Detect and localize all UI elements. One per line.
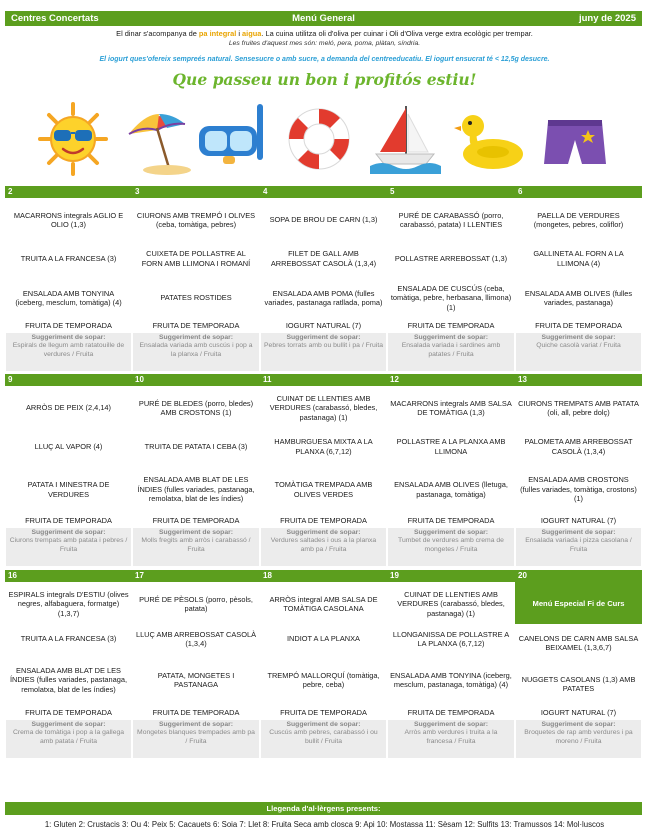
week-header [5,186,642,198]
suggestion-text: Crema de tomàtiga i pop a la gallega amb patata / Fruita [12,729,125,746]
first-course: PURÉ DE PÈSOLS (porro, pèsols, patata) [139,594,253,613]
day-number: 19 [390,571,399,580]
side-dish: NUGGETS CASOLANS (1,3) AMB PATATES [521,674,636,693]
dessert: FRUITA DE TEMPORADA [152,516,240,525]
suggestion-text: Ensalada variada i sardines amb patates / Fruita [401,342,501,359]
day-number: 13 [518,375,527,384]
first-course: ESPIRALS integrals D'ESTIU (olives negres, alfabaguera, formatge) (1,3,7) [8,589,129,618]
dessert: FRUITA DE TEMPORADA [280,708,367,717]
suggestion-title: Suggeriment de sopar: [158,721,234,728]
suggestion-title: Suggeriment de sopar: [286,334,361,341]
intro-text: i [236,29,243,38]
first-course: CUINAT DE LLENTIES AMB VERDURES (carabassó, bledes, pastanaga) (1) [397,589,505,618]
side-dish: ENSALADA AMB TONYINA (iceberg, mesclum, pastanaga, tomàtiga) (4) [390,670,512,689]
suggestion-title: Suggeriment de sopar: [413,529,489,536]
dinner-suggestion [261,528,386,566]
second-course: PALOMETA AMB ARREBOSSAT CASOLÀ (1,3,4) [524,437,633,456]
intro-line-1 [0,29,649,38]
second-course: GALLINETA AL FORN A LA LLIMONA (4) [533,249,624,268]
day-number: 16 [8,571,17,580]
second-course: LLUÇ AMB ARREBOSSAT CASOLÀ (1,3,4) [135,629,257,648]
summer-icons [28,100,628,180]
suggestion-title: Suggeriment de sopar: [158,334,234,341]
day-number: 6 [518,187,523,196]
second-course: TRUITA A LA FRANCESA (3) [20,253,117,263]
first-course: ARRÒS integral AMB SALSA DE TOMÀTIGA CASOLANA [269,594,378,613]
suggestion-title: Suggeriment de sopar: [286,529,361,536]
dessert: FRUITA DE TEMPORADA [535,321,622,330]
first-course: SOPA DE BROU DE CARN (1,3) [269,215,378,225]
dessert: FRUITA DE TEMPORADA [280,516,367,525]
duck-float-icon [453,100,528,178]
side-dish: ENSALADA AMB POMA (fulles variades, pastanaga ratllada, poma) [264,288,383,307]
second-course: LLUÇ AL VAPOR (4) [34,441,103,451]
first-course: PURÉ DE BLEDES (porro, bledes) AMB CROSTONS (1) [138,398,254,417]
slogan: Que passeu un bon i profitós estiu! [172,70,477,89]
suggestion-title: Suggeriment de sopar: [31,529,106,536]
suggestion-title: Suggeriment de sopar: [541,721,616,728]
suggestion-title: Suggeriment de sopar: [413,721,489,728]
day-number: 18 [263,571,272,580]
dessert: FRUITA DE TEMPORADA [25,321,112,330]
dessert: FRUITA DE TEMPORADA [25,708,112,717]
second-course: FILET DE GALL AMB ARREBOSSAT CASOLÀ (1,3,4) [270,249,377,268]
day-number: 20 [518,571,527,580]
dessert: IOGURT NATURAL (7) [540,708,617,717]
dinner-suggestion [6,720,131,758]
intro-text: El dinar s'acompanya de [116,29,199,38]
dessert: FRUITA DE TEMPORADA [407,321,495,330]
suggestion-text: Molls fregits amb arròs i carabassó / Fruita [141,537,251,554]
suggestion-text: Pebres torrats amb ou bullit i pa / Fruita [264,342,383,350]
dinner-suggestion [516,720,641,758]
day-number: 5 [390,187,395,196]
dessert: FRUITA DE TEMPORADA [152,708,240,717]
side-dish: TOMÀTIGA TREMPADA AMB OLIVES VERDES [274,480,373,499]
side-dish: PATATA I MINESTRA DE VERDURES [27,480,110,499]
first-course: PAELLA DE VERDURES (mongetes, pebres, coliflor) [533,210,624,229]
intro-highlight-water: aigua [242,29,262,38]
first-course: PURÉ DE CARABASSÓ (porro, carabassó, patata) I LLENTIES [398,210,504,229]
beach-umbrella-icon [123,100,193,178]
suggestion-text: Tumbet de verdures amb crema de mongetes / Fruita [398,537,504,554]
special-menu-banner: Menú Especial Fi de Curs [515,582,642,624]
snorkel-mask-icon [193,100,268,178]
suggestion-text: Arròs amb verdures i truita a la francesa / Fruita [404,729,498,746]
dinner-suggestion [516,528,641,566]
day-number: 4 [263,187,268,196]
suggestion-text: Ensalada variada i pizza casolana / Fruita [525,537,632,554]
lifebuoy-icon [283,100,355,178]
second-course: INDIOT A LA PLANXA [287,634,360,644]
side-dish: PATATES ROSTIDES [160,293,232,303]
second-course: HAMBURGUESA MIXTA A LA PLANXA (6,7,12) [274,437,373,456]
second-course: CUIXETA DE POLLASTRE AL FORN AMB LLIMONA I ROMANÍ [141,249,251,268]
second-course: CANELONS DE CARN AMB SALSA BEIXAMEL (1,3,6,7) [518,633,639,652]
side-dish: ENSALADA AMB BLAT DE LES ÍNDIES (fulles variades, pastanaga, remolatxa, blat de les índies) [9,665,128,694]
swim-shorts-icon [538,100,613,178]
first-course: CIURONS TREMPATS AMB PATATA (oli, all, pebre dolç) [518,398,639,417]
week-header [5,570,642,582]
week-header [5,374,642,386]
side-dish: ENSALADA DE CUSCÚS (ceba, tomàtiga, pebre, herbasana, llimona) (1) [390,283,512,312]
dessert: IOGURT NATURAL (7) [540,516,617,525]
header-date: juny de 2025 [578,13,636,24]
second-course: POLLASTRE A LA PLANXA AMB LLIMONA [396,437,506,456]
suggestion-text: Ciurons trempats amb patata i pebres / Fruita [9,537,128,554]
dinner-suggestion [516,333,641,371]
day-number: 11 [263,375,272,384]
suggestion-text: Verdures saltades i ous a la planxa amb pa / Fruita [270,537,377,554]
dessert: FRUITA DE TEMPORADA [152,321,240,330]
header-title: Menú General [292,13,355,24]
intro-text: . La cuina utilitza oli d'oliva per cuinar i Oli d'Oliva verge extra ecològic per trempar. [261,29,533,38]
dinner-suggestion [6,528,131,566]
header-left: Centres Concertats [11,13,99,24]
dinner-suggestion [261,333,386,371]
sun-icon [38,100,108,178]
day-number: 12 [390,375,399,384]
dinner-suggestion [133,720,259,758]
dinner-suggestion [388,528,514,566]
first-course: ARRÒS DE PEIX (2,4,14) [25,403,112,413]
suggestion-text: Quiche casolà variat / Fruita [536,342,621,350]
dessert: FRUITA DE TEMPORADA [407,708,495,717]
day-number: 9 [8,375,13,384]
intro-highlight-bread: pa integral [198,29,237,38]
dessert: FRUITA DE TEMPORADA [407,516,495,525]
first-course: CIURONS AMB TREMPÓ I OLIVES (ceba, tomàtiga, pebres) [136,210,256,229]
second-course: POLLASTRE ARREBOSSAT (1,3) [394,253,508,263]
suggestion-title: Suggeriment de sopar: [541,529,616,536]
day-number: 3 [135,187,140,196]
suggestion-title: Suggeriment de sopar: [286,721,361,728]
side-dish: TREMPÓ MALLORQUÍ (tomàtiga, pebre, ceba) [267,670,380,689]
day-number: 10 [135,375,144,384]
dinner-suggestion [133,528,259,566]
suggestion-text: Broquetes de rap amb verdures i pa moreno / Fruita [524,729,633,746]
suggestion-title: Suggeriment de sopar: [541,334,616,341]
allergen-legend-title: Llegenda d'al·lèrgens presents: [5,802,642,815]
second-course: LLONGANISSA DE POLLASTRE A LA PLANXA (6,7,12) [392,629,510,648]
side-dish: ENSALADA AMB OLIVES (lletuga, pastanaga, tomàtiga) [394,480,508,499]
side-dish: ENSALADA AMB TONYINA (iceberg, mesclum, tomàtiga) (4) [15,288,122,307]
suggestion-title: Suggeriment de sopar: [31,721,106,728]
dessert: IOGURT NATURAL (7) [285,321,362,330]
dinner-suggestion [388,720,514,758]
side-dish: ENSALADA AMB BLAT DE LES ÍNDIES (fulles variades, pastanaga, remolatxa, blat de les índies) [137,475,255,504]
suggestion-title: Suggeriment de sopar: [413,334,489,341]
suggestion-text: Cuscús amb pebres, carabassó i ou bullit / Fruita [269,729,378,746]
suggestion-text: Mongetes blanques trempades amb pa / Fruita [137,729,255,746]
header-bar [5,11,642,26]
intro-yogurt-note: El iogurt ques'ofereix sempreés natural. Sensesucre o amb sucre, a demanda del centreeducatiu. El iogurt ensucrat té < 12,5g desucre. [99,56,550,63]
day-number: 2 [8,187,13,196]
second-course: TRUITA A LA FRANCESA (3) [20,634,117,644]
suggestion-title: Suggeriment de sopar: [31,334,106,341]
sailboat-icon [368,100,443,178]
first-course: MACARRONS integrals AGLIO E OLIO (1,3) [13,210,124,229]
dinner-suggestion [6,333,131,371]
side-dish: ENSALADA AMB CROSTONS (fulles variades, tomàtiga, crostons) (1) [520,475,637,504]
dinner-suggestion [388,333,514,371]
suggestion-text: Ensalada variada amb cuscús i pop a la planxa / Fruita [139,342,253,359]
day-number: 17 [135,571,144,580]
first-course: MACARRONS integrals AMB SALSA DE TOMÀTIGA (1,3) [390,398,512,417]
suggestion-text: Espirals de llegum amb ratatouille de verdures / Fruita [12,342,125,359]
first-course: CUINAT DE LLENTIES AMB VERDURES (carabassó, bledes, pastanaga) (1) [269,393,378,422]
intro-fruits: Les fruites d'aquest mes són: meló, pera, poma, plàtan, síndria. [228,40,421,47]
dinner-suggestion [261,720,386,758]
side-dish: ENSALADA AMB OLIVES (fulles variades, pastanaga) [524,288,633,307]
second-course: TRUITA DE PATATA I CEBA (3) [144,441,248,451]
allergen-legend: 1: Gluten 2: Crustacis 3: Ou 4: Peix 5: Cacauets 6: Soia 7: Llet 8: Fruita Seca amb closca 9: Api 10: Mostassa 11: Sèsam 12: Sulfits 13: Tramussos 14: Mol·luscos [44,820,605,829]
side-dish: PATATA, MONGETES I PASTANAGA [157,670,235,689]
dinner-suggestion [133,333,259,371]
suggestion-title: Suggeriment de sopar: [158,529,234,536]
dessert: FRUITA DE TEMPORADA [25,516,112,525]
